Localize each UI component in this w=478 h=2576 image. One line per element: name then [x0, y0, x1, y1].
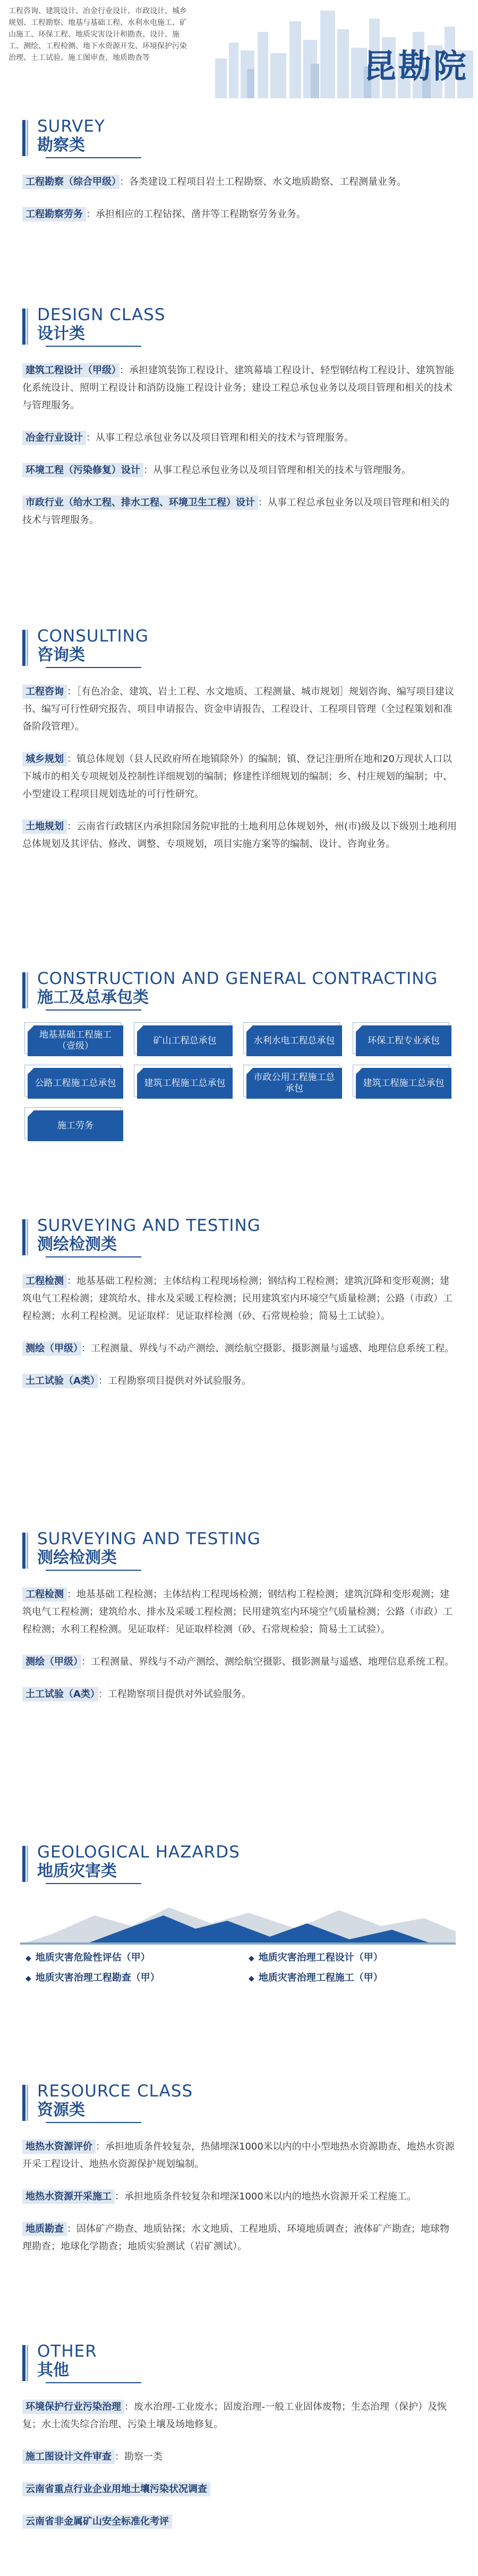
- header: [0, 0, 478, 101]
- section-heading: [22, 1529, 458, 1571]
- section-title-en: SURVEY: [37, 117, 105, 136]
- qualification-tile: [356, 1025, 451, 1056]
- tile-corner: [137, 1025, 143, 1032]
- service-desc: ：固体矿产勘查、地质钻探；水文地质、工程地质、环境地质调查；液体矿产勘查；地球物理勘查；地球化学勘查；地质实验测试（岩矿测试）。: [22, 2223, 449, 2252]
- geo-hazard-item: ◆ 地质灾害治理工程施工（甲）: [249, 1970, 450, 1984]
- geo-hazard-list: [25, 1950, 458, 1984]
- section-testing: [22, 1216, 458, 1405]
- section-construction: [22, 969, 458, 1141]
- section-title-en: SURVEYING AND TESTING: [37, 1216, 261, 1235]
- service-item: [22, 1586, 458, 1638]
- service-item: [22, 2220, 458, 2255]
- heading-bar-light: [27, 309, 28, 345]
- service-item: [22, 2448, 458, 2466]
- intro-text: 工程咨询、建筑设计、冶金行业设计、市政设计、城乡规划、工程勘察、地基与基础工程、水利水电施工、矿山施工、环保工程、地质灾害设计和勘查、设计、施工、测绘、工程检测、地下水资源开发、环境保护污染治理、土工试验、施工图审查、地质勘查等: [8, 7, 187, 62]
- mountain-illustration: [20, 1897, 456, 1945]
- tile-corner: [137, 1068, 143, 1074]
- service-item: [22, 2188, 458, 2205]
- service-item: [22, 1685, 458, 1703]
- service-desc: ：承担相应的工程钻探、凿井等工程勘察劳务业务。: [86, 209, 306, 220]
- service-tag: 工程咨询: [22, 684, 67, 699]
- tile-label: 矿山工程总承包: [153, 1035, 217, 1046]
- qualification-tile: [246, 1025, 342, 1056]
- section-title-cn: 测绘检测类: [37, 1235, 117, 1254]
- section-resource: [22, 2082, 458, 2270]
- service-desc: ：各类建设工程项目岩土工程勘察、水文地质勘察、工程测量业务。: [120, 176, 406, 187]
- tile-corner: [28, 1110, 34, 1117]
- service-tag: 市政行业（给水工程、排水工程、环境卫生工程）设计: [22, 495, 258, 510]
- service-item: [22, 206, 458, 223]
- service-tag: 施工图设计文件审查: [22, 2450, 115, 2464]
- service-tag: 工程勘察（综合甲级）: [22, 175, 120, 189]
- section-testing-repeat: [22, 1529, 458, 1718]
- section-title-cn: 施工及总承包类: [37, 988, 149, 1007]
- heading-underline: [46, 157, 141, 158]
- tile-corner: [356, 1025, 362, 1032]
- service-desc: ：废水治理-工业废水；固废治理-一般工业固体废物；生态治理（保护）及恢复；水土流失综合治理、污染土壤及场地修复。: [22, 2401, 447, 2430]
- service-tag: 地质勘查: [22, 2222, 67, 2236]
- service-tag: 土工试验（A类）: [22, 1374, 98, 1388]
- tile-corner: [246, 1025, 253, 1032]
- service-item: [22, 461, 458, 479]
- heading-bar: [22, 1846, 25, 1882]
- heading-bar-light: [27, 1846, 28, 1882]
- section-heading: [22, 627, 458, 668]
- service-item: [22, 1340, 458, 1357]
- service-item: [22, 2398, 458, 2433]
- section-title-cn: 其他: [37, 2361, 69, 2380]
- tile-label: 公路工程施工总承包: [35, 1077, 116, 1089]
- service-item: [22, 2138, 458, 2173]
- heading-underline: [46, 1009, 141, 1011]
- service-tag: 测绘（甲级）: [22, 1341, 81, 1356]
- service-desc: ：从事工程总承包业务以及项目管理和相关的技术与管理服务。: [22, 497, 449, 526]
- service-item: [22, 429, 458, 447]
- heading-underline: [46, 667, 141, 668]
- geo-hazard-item: ◆ 地质灾害治理工程设计（甲）: [249, 1950, 450, 1964]
- heading-underline: [46, 346, 141, 347]
- qualification-tile: [28, 1110, 123, 1141]
- heading-bar-light: [27, 120, 28, 156]
- tile-corner: [246, 1068, 253, 1074]
- geo-hazard-item: ◆ 地质灾害危险性评估（甲）: [25, 1950, 227, 1964]
- heading-underline: [46, 2382, 141, 2383]
- service-tag: 工程检测: [22, 1274, 67, 1288]
- service-desc: ：工程测量、界线与不动产测绘、测绘航空摄影、摄影测量与遥感、地理信息系统工程。: [81, 1656, 454, 1667]
- section-title-cn: 设计类: [37, 324, 85, 343]
- service-item: [22, 2513, 458, 2530]
- section-title-cn: 地质灾害类: [37, 1862, 117, 1880]
- section-title-en: OTHER: [37, 2342, 97, 2361]
- heading-underline: [46, 1256, 141, 1257]
- heading-underline: [46, 2122, 141, 2123]
- section-title-en: RESOURCE CLASS: [37, 2082, 193, 2101]
- section-title-en: CONSULTING: [37, 627, 149, 646]
- service-item: [22, 2480, 458, 2498]
- service-tag: 测绘（甲级）: [22, 1655, 81, 1669]
- service-tag: 城乡规划: [22, 752, 67, 766]
- service-item: [22, 750, 458, 803]
- section-heading: [22, 1216, 458, 1257]
- section-title-en: GEOLOGICAL HAZARDS: [37, 1843, 240, 1862]
- section-title-en: SURVEYING AND TESTING: [37, 1529, 261, 1548]
- service-desc: ：勘察一类: [115, 2451, 163, 2462]
- service-item: [22, 494, 458, 529]
- heading-underline: [46, 1883, 141, 1884]
- service-tag: 云南省重点行业企业用地土壤污染状况调查: [22, 2482, 210, 2496]
- heading-bar: [22, 972, 25, 1008]
- service-tag: 土工试验（A类）: [22, 1687, 98, 1701]
- service-desc: ：工程勘察项目提供对外试验服务。: [98, 1375, 251, 1387]
- service-tag: 环境工程（污染修复）设计: [22, 463, 143, 477]
- heading-bar: [22, 2085, 25, 2121]
- service-item: [22, 1653, 458, 1671]
- qualification-tile: [356, 1068, 451, 1099]
- service-item: [22, 818, 458, 853]
- service-item: [22, 683, 458, 735]
- heading-bar: [22, 1533, 25, 1569]
- service-desc: ：从事工程总承包业务以及项目管理和相关的技术与管理服务。: [143, 465, 411, 476]
- qualification-tile: [28, 1068, 123, 1099]
- heading-bar: [22, 309, 25, 345]
- heading-bar-light: [27, 972, 28, 1008]
- service-tag: 地热水资源评价: [22, 2139, 96, 2154]
- service-tag: 工程勘察劳务: [22, 207, 86, 221]
- heading-underline: [46, 1570, 141, 1571]
- service-desc: ：工程测量、界线与不动产测绘、测绘航空摄影、摄影测量与遥感、地理信息系统工程。: [81, 1343, 454, 1354]
- service-tag: 建筑工程设计（甲级）: [22, 363, 120, 378]
- service-desc: ：镇总体规划（县人民政府所在地镇除外）的编制；镇、登记注册所在地和20万现状人口以下城市的相关专项规划及控制性详细规划的编制；修建性详细规划的编制；乡、村庄规划的编制；中、小型建设工程项目规划选址的可行性研究。: [22, 754, 453, 800]
- heading-bar-light: [27, 1533, 28, 1569]
- service-desc: ：工程勘察项目提供对外试验服务。: [98, 1689, 251, 1700]
- service-item: [22, 173, 458, 191]
- section-survey: [22, 117, 458, 238]
- service-tag: 冶金行业设计: [22, 431, 86, 445]
- tile-label: 环保工程专业承包: [368, 1035, 440, 1046]
- service-desc: ：从事工程总承包业务以及项目管理和相关的技术与管理服务。: [86, 432, 354, 443]
- heading-bar: [22, 120, 25, 156]
- section-heading: [22, 117, 458, 158]
- heading-bar-light: [27, 2085, 28, 2121]
- qualification-tiles: [28, 1025, 458, 1141]
- service-item: [22, 1272, 458, 1325]
- service-tag: 土地规划: [22, 819, 67, 834]
- heading-bar: [22, 2345, 25, 2381]
- tile-corner: [356, 1068, 362, 1074]
- section-heading: [22, 969, 458, 1011]
- tile-corner: [28, 1068, 34, 1074]
- section-title-cn: 资源类: [37, 2101, 85, 2119]
- section-title-en: CONSTRUCTION AND GENERAL CONTRACTING: [37, 969, 438, 988]
- tile-label: 地基基础工程施工（壹级）: [39, 1030, 112, 1051]
- tile-label: 市政公用工程施工总承包: [253, 1072, 335, 1094]
- service-desc: ：［有色冶金、建筑、岩土工程、水文地质、工程测量、城市规划］规划咨询、编写项目建议书、编写可行性研究报告、项目申请报告、资金申请报告、工程设计、工程项目管理（全过程策划和准备阶段管理）。: [22, 686, 454, 732]
- section-heading: [22, 305, 458, 347]
- service-desc: ：地基基础工程检测；主体结构工程现场检测；钢结构工程检测；建筑沉降和变形观测；建筑电气工程检测；建筑给水、排水及采暖工程检测；民用建筑室内环境空气质量检测；公路（市政）工程检测；水利工程检测。见证取样：见证取样检测（砂、石常规检验；简易土工试验）。: [22, 1589, 453, 1635]
- tile-label: 施工劳务: [57, 1120, 93, 1131]
- qualification-tile: [246, 1068, 342, 1099]
- service-desc: ：云南省行政辖区内承担除国务院审批的土地利用总体规划外，州(市)级及以下级别土地利用总体规划及其评估、修改、调整、专项规划，项目实施方案等的编制、设计、咨询业务。: [22, 821, 457, 850]
- section-title-cn: 测绘检测类: [37, 1548, 117, 1567]
- heading-bar-light: [27, 2345, 28, 2381]
- service-tag: 云南省非金属矿山安全标准化考评: [22, 2514, 172, 2529]
- service-desc: ：地基基础工程检测；主体结构工程现场检测；钢结构工程检测；建筑沉降和变形观测；建筑电气工程检测；建筑给水、排水及采暖工程检测；民用建筑室内环境空气质量检测；公路（市政）工程检测；水利工程检测。见证取样：见证取样检测（砂、石常规检验；简易土工试验）。: [22, 1276, 453, 1322]
- service-item: [22, 1372, 458, 1390]
- tile-label: 建筑工程施工总承包: [363, 1077, 445, 1089]
- section-design: [22, 305, 458, 544]
- service-tag: 工程检测: [22, 1587, 67, 1602]
- service-tag: 环境保护行业污染治理: [22, 2400, 124, 2414]
- geo-hazard-item: ◆ 地质灾害治理工程勘查（甲）: [25, 1970, 227, 1984]
- service-desc: ：承担建筑装饰工程设计、建筑幕墙工程设计、轻型钢结构工程设计、建筑智能化系统设计、照明工程设计和消防设施工程设计业务；建设工程总承包业务以及项目管理和相关的技术与管理服务。: [22, 365, 454, 411]
- heading-bar: [22, 1219, 25, 1255]
- service-tag: 地热水资源开采施工: [22, 2189, 115, 2204]
- section-title-cn: 咨询类: [37, 646, 85, 664]
- section-consulting: [22, 627, 458, 868]
- service-desc: ：承担地质条件较复杂，热储埋深1000米以内的中小型地热水资源勘查、地热水资源开采工程设计、地热水资源保护规划编制。: [22, 2141, 455, 2170]
- heading-bar: [22, 630, 25, 666]
- service-item: [22, 362, 458, 414]
- tile-corner: [28, 1025, 34, 1032]
- heading-bar-light: [27, 630, 28, 666]
- brand-logo-text: 昆勘院: [363, 47, 468, 85]
- service-desc: ：承担地质条件较复杂和埋深1000米以内的地热水资源开采工程施工。: [115, 2191, 416, 2202]
- heading-bar-light: [27, 1219, 28, 1255]
- qualification-tile: [137, 1025, 233, 1056]
- tile-label: 水利水电工程总承包: [253, 1035, 335, 1046]
- section-title-en: DESIGN CLASS: [37, 305, 166, 324]
- section-heading: [22, 2082, 458, 2123]
- section-title-cn: 勘察类: [37, 136, 85, 155]
- section-geological-hazards: [22, 1843, 458, 1984]
- section-heading: [22, 1843, 458, 1884]
- tile-label: 建筑工程施工总承包: [144, 1077, 226, 1089]
- section-other: [22, 2342, 458, 2545]
- qualification-tile: [28, 1025, 123, 1056]
- section-heading: [22, 2342, 458, 2383]
- qualification-tile: [137, 1068, 233, 1099]
